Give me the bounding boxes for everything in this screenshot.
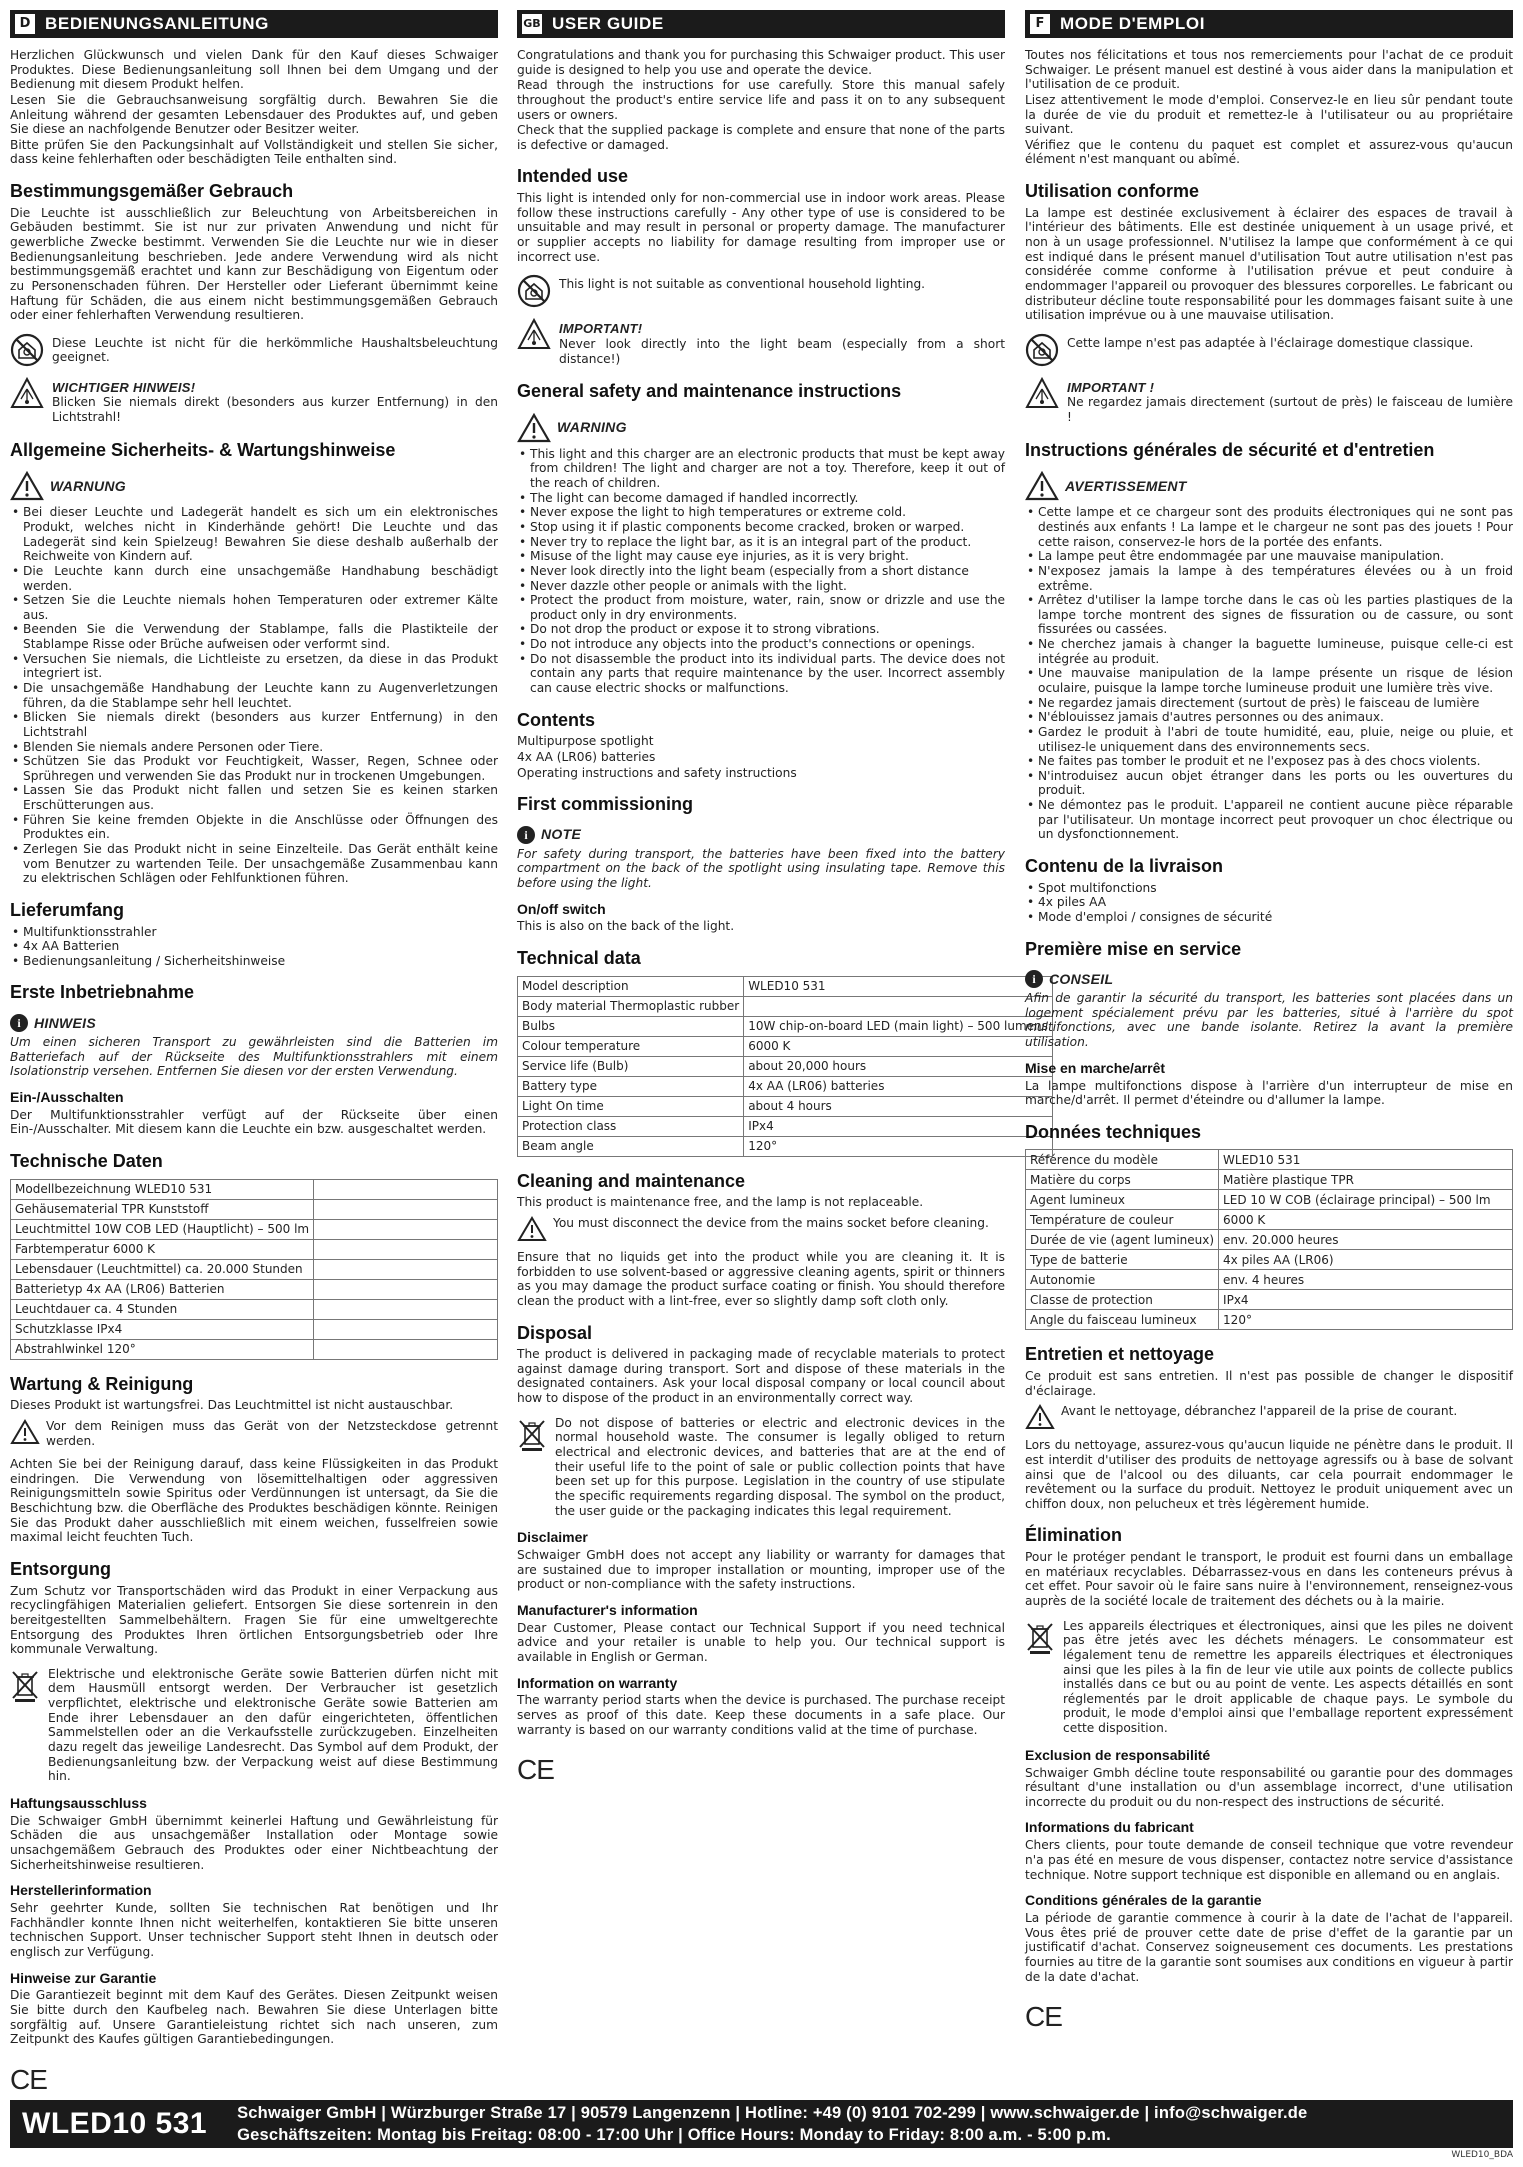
tech-table (517, 976, 1053, 1157)
household-note-text: Diese Leuchte ist nicht für die herkömmliche Haushaltsbeleuchtung geeignet. (52, 335, 498, 365)
list-item: • Führen Sie keine fremden Objekte in die Anschlüsse oder Öffnungen des Produktes ein. (10, 813, 498, 842)
note-text: Afin de garantir la sécurité du transport, les batteries sont placées dans un logement spécialement prévu par les batteries, situé à l'arrière du spot multifonctions, avec une bande isolante. Retirez la avant la première utilisation. (1025, 991, 1513, 1050)
list-item: • Bei dieser Leuchte und Ladegerät handelt es sich um ein elektronisches Produkt, welches nicht in Kinderhände gehört! Die Leuchte und das Ladegerät sind kein Spielzeug! Bewahren Sie diese deshalb außerhalb der Reichweite von Kindern auf. (10, 505, 498, 564)
heading-first-use: Erste Inbetriebnahme (10, 982, 195, 1003)
table-row (518, 1016, 1053, 1036)
list-item: • Never expose the light to high temperatures or extreme cold. (517, 505, 1005, 520)
intro-paragraph: Congratulations and thank you for purchasing this Schwaiger product. This user guide is designed to help you use and operate the device. (517, 48, 1005, 77)
contents-line: Multipurpose spotlight (517, 734, 654, 749)
care-warning (517, 1216, 1005, 1242)
tech-table (10, 1179, 498, 1360)
list-item: • Beenden Sie die Verwendung der Stablampe, falls die Plastikteile der Stablampe Risse oder Brüche aufweisen oder verformt sind. (10, 622, 498, 651)
table-cell: Schutzklasse IPx4 (11, 1319, 314, 1339)
table-cell: 120° (744, 1136, 1053, 1156)
table-cell: 4x piles AA (LR06) (1219, 1250, 1513, 1270)
heading-safety: Allgemeine Sicherheits- & Wartungshinweise (10, 439, 396, 460)
table-row (518, 1096, 1053, 1116)
table-row (518, 1056, 1053, 1076)
ce-mark: CE (10, 2064, 47, 2096)
important-text: Ne regardez jamais directement (surtout de près) le faisceau de lumière ! (1067, 395, 1513, 425)
table-cell: Durée de vie (agent lumineux) (1026, 1230, 1219, 1250)
eye-hazard-icon (1025, 377, 1059, 411)
table-row (1026, 1310, 1513, 1330)
table-cell: Batterietyp 4x AA (LR06) Batterien (11, 1279, 314, 1299)
heading-intended-use: Bestimmungsgemäßer Gebrauch (10, 181, 294, 202)
table-cell: 6000 K (744, 1036, 1053, 1056)
intro-paragraph: Vérifiez que le contenu du paquet est complet et assurez-vous qu'aucun élément n'est manquant ou abîmé. (1025, 137, 1513, 167)
list-item: • Gardez le produit à l'abri de toute humidité, eau, pluie, neige ou pluie, et utilisez-le uniquement dans des environnements secs. (1025, 725, 1513, 754)
heading-contents: Contents (517, 709, 595, 730)
list-item: • Ne démontez pas le produit. L'appareil ne contient aucune pièce réparable par l'utilisateur. Un montage incorrect peut provoquer un choc électrique ou un dysfonctionnement. (1025, 798, 1513, 842)
table-row (1026, 1190, 1513, 1210)
list-item: • Die unsachgemäße Handhabung der Leuchte kann zu Augenverletzungen führen, da die Stablampe sehr hell leuchtet. (10, 681, 498, 710)
table-cell (314, 1339, 498, 1359)
safety-list (1025, 505, 1513, 842)
list-item: • Schützen Sie das Produkt vor Feuchtigkeit, Wasser, Regen, Schnee oder Sprühregen und verwenden Sie das Produkt nur in trockenen Umgebungen. (10, 754, 498, 783)
care-warning-text: Vor dem Reinigen muss das Gerät von der Netzsteckdose getrennt werden. (46, 1418, 498, 1448)
heading-first-use: Première mise en service (1025, 938, 1242, 959)
table-cell: Modellbezeichnung WLED10 531 (11, 1179, 314, 1199)
important-text: Never look directly into the light beam (especially from a short distance!) (559, 336, 1005, 366)
manufacturer-text: Sehr geehrter Kunde, sollten Sie technischen Rat benötigen und Ihr Fachhändler konnte Ihnen nicht weiterhelfen, kontaktieren Sie bitte unseren technischen Support. Unser technischer Support steht Ihnen in deutsch oder englisch zur Verfügung. (10, 1901, 498, 1960)
list-item: • Ne regardez jamais directement (surtout de près) le faisceau de lumière (1025, 696, 1513, 711)
table-row (11, 1179, 498, 1199)
disposal-bin-text: Les appareils électriques et électroniques, ainsi que les piles ne doivent pas être jetés avec les déchets ménagers. Le consommateur est légalement tenu de remettre les appareils électriques et électroniques ainsi que les piles à la fin de leur vie utile aux points de collecte publics installés dans ce but ou au point de vente. Les aspects détaillés en sont réglementés par le droit applicable de chaque pays. Le symbole du produit, le mode d'emploi ainsi que l'emballage reportent expressément cette disposition. (1063, 1618, 1513, 1736)
table-row (1026, 1270, 1513, 1290)
table-row (1026, 1230, 1513, 1250)
column-french (1025, 10, 1513, 2034)
table-cell: Référence du modèle (1026, 1150, 1219, 1170)
table-cell: Body material Thermoplastic rubber (518, 996, 744, 1016)
table-cell: Abstrahlwinkel 120° (11, 1339, 314, 1359)
language-code: D (15, 14, 35, 34)
section-title: BEDIENUNGSANLEITUNG (45, 13, 269, 33)
table-cell: Leuchtdauer ca. 4 Stunden (11, 1299, 314, 1319)
important-text: Blicken Sie niemals direkt (besonders aus kurzer Entfernung) in den Lichtstrahl! (52, 395, 498, 425)
crossed-out-bin-icon (10, 1669, 40, 1703)
heading-disposal: Entsorgung (10, 1559, 111, 1580)
list-item: • Ne faites pas tomber le produit et ne l'exposez pas à des chocs violents. (1025, 754, 1513, 769)
table-cell: Angle du faisceau lumineux (1026, 1310, 1219, 1330)
hint-title: HINWEIS (34, 1014, 96, 1031)
heading-safety: Instructions générales de sécurité et d'entretien (1025, 439, 1435, 460)
list-item: • 4x piles AA (1025, 895, 1513, 910)
table-cell: Température de couleur (1026, 1210, 1219, 1230)
warning-heading (10, 471, 498, 501)
table-cell: Farbtemperatur 6000 K (11, 1239, 314, 1259)
list-item: • N'exposez jamais la lampe à des températures élevées ou à un froid extrême. (1025, 564, 1513, 593)
heading-liability: Exclusion de responsabilité (1025, 1746, 1211, 1763)
disposal-bin-note (517, 1416, 1005, 1519)
disposal-bin-note (10, 1667, 498, 1785)
care-text: Ce produit est sans entretien. Il n'est pas possible de changer le dispositif d'éclairage. (1025, 1368, 1513, 1398)
table-cell: 120° (1219, 1310, 1513, 1330)
warning-triangle-icon (10, 471, 44, 501)
intended-use-text: This light is intended only for non-commercial use in indoor work areas. Please follow these instructions carefully - Any other type of use is considered to be unsuitable and may result in personal or property damage. The manufacturer or supplier accepts no liability for damage resulting from improper use or incorrect use. (517, 191, 1005, 264)
table-cell: about 20,000 hours (744, 1056, 1053, 1076)
table-cell: Type de batterie (1026, 1250, 1219, 1270)
list-item: • Do not drop the product or expose it to strong vibrations. (517, 622, 1005, 637)
household-note (1025, 333, 1513, 367)
list-item: • Zerlegen Sie das Produkt nicht in seine Einzelteile. Das Gerät enthält keine vom Benutzer zu wartenden Teile. Der unsachgemäße Zusammenbau kann zu elektrischen Schlägen oder Fehlfunktionen führen. (10, 842, 498, 886)
disposal-bin-note (1025, 1619, 1513, 1737)
contents-line: 4x AA (LR06) batteries (517, 749, 656, 764)
household-note-text: Cette lampe n'est pas adaptée à l'éclairage domestique classique. (1067, 335, 1474, 350)
hint-heading (10, 1014, 498, 1032)
footer-address-line: Schwaiger GmbH | Würzburger Straße 17 | 90579 Langenzenn | Hotline: +49 (0) 9101 702-299 | www.schwaiger.de | info@schwaiger.de (237, 2103, 1308, 2122)
heading-manufacturer: Manufacturer's information (517, 1601, 698, 1618)
list-item: • This light and this charger are an electronic products that must be kept away from children! The light and charger are not a toy. Therefore, keep it out of the reach of children. (517, 447, 1005, 491)
list-item: • Lassen Sie das Produkt nicht fallen und setzen Sie es keinen starken Erschütterungen aus. (10, 783, 498, 812)
warning-heading (517, 413, 1005, 443)
section-header (517, 10, 1005, 38)
heading-switch: On/off switch (517, 900, 606, 917)
list-item: • Never dazzle other people or animals with the light. (517, 579, 1005, 594)
note-heading (517, 826, 1005, 844)
list-item: • Blicken Sie niemals direkt (besonders aus kurzer Entfernung) in den Lichtstrahl (10, 710, 498, 739)
care-text-2: Ensure that no liquids get into the product while you are cleaning it. It is forbidden to use solvent-based or aggressive cleaning agents, spirit or thinners as you may damage the product surface coating or finish. You should therefore clean the product with a lint-free, ever so slightly damp soft cloth only. (517, 1249, 1005, 1308)
language-code: GB (522, 14, 542, 34)
switch-text: La lampe multifonctions dispose à l'arrière d'un interrupteur de mise en marche/d'arrêt. Il permet d'éteindre ou d'allumer la lampe. (1025, 1078, 1513, 1108)
heading-warranty: Information on warranty (517, 1674, 678, 1691)
list-item: • Versuchen Sie niemals, die Lichtleiste zu ersetzen, da diese in das Produkt integriert ist. (10, 652, 498, 681)
list-item: • Arrêtez d'utiliser la lampe torche dans le cas où les parties plastiques de la lampe torche montrent des signes de fissuration ou de cassure, ou sont fissurées ou cassées. (1025, 593, 1513, 637)
table-cell: WLED10 531 (744, 976, 1053, 996)
table-cell: Light On time (518, 1096, 744, 1116)
heading-first-use: First commissioning (517, 794, 694, 815)
table-cell: IPx4 (744, 1116, 1053, 1136)
list-item: • N'éblouissez jamais d'autres personnes ou des animaux. (1025, 710, 1513, 725)
list-item: • Blenden Sie niemals andere Personen oder Tiere. (10, 740, 498, 755)
column-german (10, 10, 498, 2097)
info-icon: i (10, 1014, 28, 1032)
heading-care: Wartung & Reinigung (10, 1373, 194, 1394)
table-cell (314, 1179, 498, 1199)
list-item: • Protect the product from moisture, water, rain, snow or drizzle and use the product only in dry environments. (517, 593, 1005, 622)
contents-list (10, 925, 498, 969)
warning-title: WARNING (557, 419, 627, 436)
section-title: USER GUIDE (552, 13, 664, 33)
table-row (11, 1319, 498, 1339)
important-title: WICHTIGER HINWEIS! (52, 379, 196, 395)
list-item: • Setzen Sie die Leuchte niemals hohen Temperaturen oder extremer Kälte aus. (10, 593, 498, 622)
heading-switch: Mise en marche/arrêt (1025, 1059, 1166, 1076)
warning-title: WARNUNG (50, 477, 126, 494)
manufacturer-text: Dear Customer, Please contact our Technical Support if you need technical advice and your retailer is unable to help you. Our technical support is available in English or German. (517, 1620, 1005, 1664)
heading-liability: Disclaimer (517, 1529, 588, 1546)
care-warning (10, 1419, 498, 1449)
heading-manufacturer: Herstellerinformation (10, 1882, 152, 1899)
warranty-text: La période de garantie commence à courir à la date de l'achat de l'appareil. Vous êtes prié de prouver cette date de prise d'effet de la garantie par un justificatif d'achat. Conservez soigneusement ces documents. Les prestations fournies au titre de la garantie sont soumises aux conditions en vigueur à partir de la date d'achat. (1025, 1910, 1513, 1984)
list-item: • 4x AA Batterien (10, 939, 498, 954)
intro-paragraph: Read through the instructions for use carefully. Store this manual safely throughout the product's entire service life and pass it on to any subsequent users or owners. (517, 78, 1005, 122)
heading-disposal: Disposal (517, 1322, 593, 1343)
manufacturer-text: Chers clients, pour toute demande de conseil technique que votre revendeur n'a pas été en mesure de vous dispenser, contactez notre service d'assistance technique. Notre support technique est disponible en allemand ou en anglais. (1025, 1838, 1513, 1882)
table-cell: env. 20.000 heures (1219, 1230, 1513, 1250)
intro-paragraph: Bitte prüfen Sie den Packungsinhalt auf Vollständigkeit und stellen Sie sicher, dass keine fehlerhaften oder beschädigten Teile enthalten sind. (10, 137, 498, 167)
warning-triangle-icon (517, 1216, 547, 1242)
list-item: • Mode d'emploi / consignes de sécurité (1025, 910, 1513, 925)
list-item: • N'introduisez aucun objet étranger dans les ports ou les ouvertures du produit. (1025, 769, 1513, 798)
table-cell: Colour temperature (518, 1036, 744, 1056)
heading-tech-data: Technical data (517, 948, 641, 969)
table-row (1026, 1150, 1513, 1170)
table-row (11, 1199, 498, 1219)
table-cell: Classe de protection (1026, 1290, 1219, 1310)
table-cell (314, 1299, 498, 1319)
warning-triangle-icon (10, 1419, 40, 1445)
warranty-text: The warranty period starts when the device is purchased. The purchase receipt serves as proof of this date. Keep these documents in a safe place. Our warranty is based on our warranty conditions valid at the time of purchase. (517, 1693, 1005, 1737)
list-item: • Stop using it if plastic components become cracked, broken or warped. (517, 520, 1005, 535)
footer-bar (10, 2100, 1513, 2148)
heading-switch: Ein-/Ausschalten (10, 1089, 124, 1105)
no-household-lamp-icon (517, 274, 551, 308)
important-title: IMPORTANT! (559, 321, 643, 337)
note-text: For safety during transport, the batteries have been fixed into the battery compartment on the back of the spotlight using insulating tape. Remove this before using the light. (517, 846, 1005, 891)
safety-list (10, 505, 498, 886)
table-cell: about 4 hours (744, 1096, 1053, 1116)
warning-title: AVERTISSEMENT (1065, 477, 1187, 494)
heading-care: Cleaning and maintenance (517, 1170, 746, 1191)
liability-text: Die Schwaiger GmbH übernimmt keinerlei Haftung und Gewährleistung für Schäden die aus unsachgemäßer Installation oder Montage sowie unsachgemäßem Gebrauch des Produktes oder einer Nichtbeachtung der Sicherheitshinweise resultieren. (10, 1813, 498, 1872)
table-row (11, 1299, 498, 1319)
table-cell: Bulbs (518, 1016, 744, 1036)
tech-table (1025, 1149, 1513, 1330)
heading-tech-data: Données techniques (1025, 1121, 1202, 1142)
table-cell (744, 996, 1053, 1016)
column-english (517, 10, 1048, 1787)
table-cell: Beam angle (518, 1136, 744, 1156)
heading-liability: Haftungsausschluss (10, 1794, 147, 1811)
care-text: Dieses Produkt ist wartungsfrei. Das Leuchtmittel ist nicht austauschbar. (10, 1398, 454, 1413)
list-item: • Cette lampe et ce chargeur sont des produits électroniques qui ne sont pas destinés aux enfants ! La lampe et le chargeur ne sont pas des jouets ! Pour cette raison, conservez-le hors de la portée des enfants. (1025, 505, 1513, 549)
liability-text: Schwaiger Gmbh décline toute responsabilité ou garantie pour des dommages résultant d'une installation ou d'un assemblage incorrect, d'une utilisation incorrecte du produit ou du non-respect des instructions de sécurité. (1025, 1765, 1513, 1809)
heading-contents: Contenu de la livraison (1025, 856, 1224, 877)
important-note (1025, 377, 1513, 426)
table-cell: Gehäusematerial TPR Kunststoff (11, 1199, 314, 1219)
list-item: • Bedienungsanleitung / Sicherheitshinweise (10, 954, 498, 969)
table-cell: Service life (Bulb) (518, 1056, 744, 1076)
switch-text: This is also on the back of the light. (517, 919, 735, 934)
table-cell: Lebensdauer (Leuchtmittel) ca. 20.000 Stunden (11, 1259, 314, 1279)
care-warning (1025, 1404, 1513, 1430)
care-warning-text: You must disconnect the device from the mains socket before cleaning. (553, 1215, 989, 1230)
list-item: • The light can become damaged if handled incorrectly. (517, 491, 1005, 506)
disposal-text: The product is delivered in packaging made of recyclable materials to protect against damage during transport. Sort and dispose of these materials in the designated containers. Ask your local disposal company or local council about how to dispose of the product in an environmentally correct way. (517, 1347, 1005, 1406)
table-cell: Autonomie (1026, 1270, 1219, 1290)
warning-triangle-icon (1025, 1404, 1055, 1430)
intro-paragraph: Check that the supplied package is complete and ensure that none of the parts is defective or damaged. (517, 123, 1005, 152)
disposal-bin-text: Elektrische und elektronische Geräte sowie Batterien dürfen nicht mit dem Hausmüll entsorgt werden. Der Verbraucher ist gesetzlich verpflichtet, elektrische und elektronische Geräte sowie Batterien am Ende ihrer Lebensdauer an den dafür eingerichteten, öffentlichen Sammelstellen oder an die Verkaufsstelle zurückzugeben. Einzelheiten dazu regelt das jeweilige Landesrecht. Das Symbol auf dem Produkt, der Bedienungsanleitung bzw. der Verpackung weist auf diese Bestimmung hin. (48, 1666, 498, 1784)
crossed-out-bin-icon (1025, 1621, 1055, 1655)
table-row (11, 1239, 498, 1259)
table-cell: Leuchtmittel 10W COB LED (Hauptlicht) – 500 lm (11, 1219, 314, 1239)
heading-contents: Lieferumfang (10, 899, 125, 920)
list-item: • Multifunktionsstrahler (10, 925, 498, 940)
care-text-2: Lors du nettoyage, assurez-vous qu'aucun liquide ne pénètre dans le produit. Il est interdit d'utiliser des produits de nettoyage agressifs ou à base de solvant ainsi que de l'alcool ou des diluants, car cela pourrait endommager le revêtement ou la surface du produit. Nettoyez le produit uniquement avec un chiffon doux, non pelucheux et très légèrement humide. (1025, 1438, 1513, 1511)
important-note (517, 318, 1005, 367)
table-cell (314, 1199, 498, 1219)
table-row (518, 1036, 1053, 1056)
list-item: • Ne cherchez jamais à changer la baguette lumineuse, puisque celle-ci est intégrée au produit. (1025, 637, 1513, 666)
list-item: • Une mauvaise manipulation de la lampe présente un risque de lésion oculaire, puisque la lampe torche lumineuse produit une lumière très vive. (1025, 666, 1513, 695)
table-row (11, 1339, 498, 1359)
heading-disposal: Élimination (1025, 1525, 1123, 1546)
table-cell: Matière du corps (1026, 1170, 1219, 1190)
list-item: • Never look directly into the light beam (especially from a short distance (517, 564, 1005, 579)
safety-list (517, 447, 1005, 696)
note-title: CONSEIL (1049, 970, 1114, 987)
table-cell: 6000 K (1219, 1210, 1513, 1230)
table-row (518, 1076, 1053, 1096)
contents-list (1025, 881, 1513, 925)
footer-hours-line: Geschäftszeiten: Montag bis Freitag: 08:00 - 17:00 Uhr | Office Hours: Monday to Friday: 8:00 a.m. - 5:00 p.m. (237, 2126, 1111, 2144)
switch-text: Der Multifunktionsstrahler verfügt auf der Rückseite über einen Ein-/Ausschalter. Mit diesem kann die Leuchte ein bzw. ausgeschaltet werden. (10, 1107, 498, 1137)
info-icon: i (1025, 970, 1043, 988)
care-text: This product is maintenance free, and the lamp is not replaceable. (517, 1195, 924, 1210)
list-item: • Spot multifonctions (1025, 881, 1513, 896)
document-code: WLED10_BDA (1451, 2150, 1513, 2160)
important-note (10, 377, 498, 426)
important-title: IMPORTANT ! (1067, 379, 1155, 395)
household-note (517, 274, 1005, 308)
table-cell: Model description (518, 976, 744, 996)
table-cell: LED 10 W COB (éclairage principal) – 500 lm (1219, 1190, 1513, 1210)
table-row (1026, 1290, 1513, 1310)
heading-intended-use: Utilisation conforme (1025, 181, 1200, 202)
section-header (1025, 10, 1513, 38)
intro-paragraph: Lisez attentivement le mode d'emploi. Conservez-le en lieu sûr pendant toute la durée de vie du produit et remettez-le à l'utilisateur ou au propriétaire suivant. (1025, 92, 1513, 137)
table-cell (314, 1279, 498, 1299)
table-row (11, 1279, 498, 1299)
table-cell: Agent lumineux (1026, 1190, 1219, 1210)
no-household-lamp-icon (1025, 333, 1059, 367)
list-item: • Do not introduce any objects into the product's connections or openings. (517, 637, 1005, 652)
intro-paragraph: Herzlichen Glückwunsch und vielen Dank für den Kauf dieses Schwaiger Produktes. Diese Bedienungsanleitung soll Ihnen bei dem Umgang und der Bedienung mit diesem Produkt helfen. (10, 48, 498, 92)
heading-warranty: Conditions générales de la garantie (1025, 1892, 1262, 1909)
care-text-2: Achten Sie bei der Reinigung darauf, dass keine Flüssigkeiten in das Produkt eindringen. Die Verwendung von lösemittelhaltigen oder aggressiven Reinigungsmitteln sowie Spiritus oder Verdünnungen ist untersagt, da Sie die Beschichtung bzw. die Oberfläche des Produktes beschädigen könnte. Reinigen Sie das Produkt daher ausschließlich mit einem weichen, fusselfreien sowie maximal leicht feuchten Tuch. (10, 1457, 498, 1545)
footer-model: WLED10 531 (22, 2107, 208, 2140)
care-warning-text: Avant le nettoyage, débranchez l'appareil de la prise de courant. (1061, 1404, 1458, 1419)
disposal-text: Zum Schutz vor Transportschäden wird das Produkt in einer Verpackung aus recyclingfähigen Materialien geliefert. Entsorgen Sie diese sortenrein in den bereitgestellten Sammelbehältern. Fragen Sie für eine umweltgerechte Entsorgung des Produktes Ihren örtlichen Entsorgungsbetrieb oder Ihre kommunale Verwaltung. (10, 1583, 498, 1657)
table-row (518, 976, 1053, 996)
list-item: • Never try to replace the light bar, as it is an integral part of the product. (517, 535, 1005, 550)
liability-text: Schwaiger GmbH does not accept any liability or warranty for damages that are sustained due to improper installation or mounting, improper use of the product or non-compliance with the safety instructions. (517, 1547, 1005, 1592)
table-cell (314, 1219, 498, 1239)
ce-mark: CE (1025, 2001, 1062, 2033)
table-row (518, 1116, 1053, 1136)
table-cell: WLED10 531 (1219, 1150, 1513, 1170)
table-cell: 4x AA (LR06) batteries (744, 1076, 1053, 1096)
note-title: NOTE (541, 826, 582, 843)
list-item: • La lampe peut être endommagée par une mauvaise manipulation. (1025, 549, 1513, 564)
heading-tech-data: Technische Daten (10, 1151, 163, 1172)
warning-triangle-icon (517, 413, 551, 443)
contents-line: Operating instructions and safety instructions (517, 765, 797, 780)
eye-hazard-icon (10, 377, 44, 411)
intro-paragraph: Lesen Sie die Gebrauchsanweisung sorgfältig durch. Bewahren Sie die Anleitung während der gesamten Lebensdauer des Produktes auf, und geben Sie diese an nachfolgende Benutzer oder Besitzer weiter. (10, 92, 498, 137)
table-cell (314, 1239, 498, 1259)
language-code: F (1030, 14, 1050, 34)
table-row (1026, 1170, 1513, 1190)
ce-mark: CE (517, 1754, 554, 1786)
table-row (518, 996, 1053, 1016)
heading-warranty: Hinweise zur Garantie (10, 1969, 157, 1986)
heading-safety: General safety and maintenance instructions (517, 381, 902, 402)
table-cell: Matière plastique TPR (1219, 1170, 1513, 1190)
list-item: • Die Leuchte kann durch eine unsachgemäße Handhabung beschädigt werden. (10, 564, 498, 593)
disposal-text: Pour le protéger pendant le transport, le produit est fourni dans un emballage en matériaux recyclables. Débarrassez-vous en dans les conteneurs prévus à cet effet. Pour savoir où le faire sans nuire à l'environnement, renseignez-vous auprès de la société locale de traitement des déchets ou à la mairie. (1025, 1550, 1513, 1608)
no-household-lamp-icon (10, 333, 44, 367)
eye-hazard-icon (517, 318, 551, 352)
heading-intended-use: Intended use (517, 166, 629, 187)
section-title: MODE D'EMPLOI (1060, 13, 1206, 33)
heading-manufacturer: Informations du fabricant (1025, 1819, 1194, 1836)
table-cell: env. 4 heures (1219, 1270, 1513, 1290)
heading-care: Entretien et nettoyage (1025, 1344, 1215, 1365)
hint-text: Um einen sicheren Transport zu gewährleisten sind die Batterien im Batteriefach auf der Rückseite des Multifunktionsstrahlers mit einem Isolationstrip versehen. Entfernen Sie diesen vor der ersten Verwendung. (10, 1035, 498, 1079)
household-note-text: This light is not suitable as conventional household lighting. (559, 277, 926, 292)
crossed-out-bin-icon (517, 1418, 547, 1452)
household-note (10, 333, 498, 367)
list-item: • Misuse of the light may cause eye injuries, as it is very bright. (517, 549, 1005, 564)
warranty-text: Die Garantiezeit beginnt mit dem Kauf des Gerätes. Diesen Zeitpunkt weisen Sie bitte durch den Kaufbeleg nach. Bewahren Sie diese Unterlagen bitte sorgfältig auf. Unsere Garantieleistung richtet sich nach unseren, zum Zeitpunkt des Kaufes gültigen Garantiebedingungen. (10, 1988, 498, 2047)
intended-use-text: Die Leuchte ist ausschließlich zur Beleuchtung von Arbeitsbereichen in Gebäuden bestimmt. Sie ist nur zur privaten Anwendung und nicht für gewerbliche Zwecke bestimmt. Verwenden Sie die Leuchte nur wie in dieser Bedienungsanleitung beschrieben. Jede andere Verwendung wird als nicht bestimmungsgemäß erachtet und kann zur Beschädigung von Eigentum oder zu Personenschaden führen. Der Hersteller oder Lieferant übernimmt keine Haftung für Schäden, die aus einem nicht bestimmungsgemäßen Gebrauch oder einer fehlerhaften Verwendung resultieren. (10, 205, 498, 323)
table-cell: Battery type (518, 1076, 744, 1096)
table-row (1026, 1250, 1513, 1270)
disposal-bin-text: Do not dispose of batteries or electric and electronic devices in the normal household waste. The consumer is legally obliged to return electrical and electronic devices, and batteries that are at the end of their useful life to the point of sale or public collection points that have been set up for this purpose. Legislation in the country of use stipulate the specific requirements regarding disposal. The symbol on the product, the user guide or the packaging indicates this legal requirement. (555, 1415, 1005, 1518)
table-cell: IPx4 (1219, 1290, 1513, 1310)
table-cell (314, 1259, 498, 1279)
note-heading (1025, 970, 1513, 988)
warning-heading (1025, 471, 1513, 501)
table-row (11, 1259, 498, 1279)
footer-contact (237, 2102, 1307, 2147)
table-cell: Protection class (518, 1116, 744, 1136)
section-header (10, 10, 498, 38)
table-row (1026, 1210, 1513, 1230)
table-cell: 10W chip-on-board LED (main light) – 500 lumens (744, 1016, 1053, 1036)
warning-triangle-icon (1025, 471, 1059, 501)
table-row (11, 1219, 498, 1239)
intro-paragraph: Toutes nos félicitations et tous nos remerciements pour l'achat de ce produit Schwaiger. Le présent manuel est destiné à vous aider dans la manipulation et l'utilisation de ce produit. (1025, 48, 1513, 92)
table-cell (314, 1319, 498, 1339)
info-icon: i (517, 826, 535, 844)
intended-use-text: La lampe est destinée exclusivement à éclairer des espaces de travail à l'intérieur des bâtiments. Elle est destinée uniquement à un usage privé, et non à un usage professionnel. N'utilisez la lampe que conformément à ce qui est indiqué dans le présent manuel d'utilisation Tout autre utilisation n'est pas considérée comme conforme à l'utilisation prévue et peut conduire à endommager l'appareil ou provoquer des blessures corporelles. Le fabricant ou distributeur décline toute responsabilité pour les dommages faisant suite à une utilisation imprévue ou à une mauvaise utilisation. (1025, 205, 1513, 323)
table-row (518, 1136, 1053, 1156)
list-item: • Do not disassemble the product into its individual parts. The device does not contain any parts that require maintenance by the user. Incorrect assembly can cause electric shocks or malfunctions. (517, 652, 1005, 696)
